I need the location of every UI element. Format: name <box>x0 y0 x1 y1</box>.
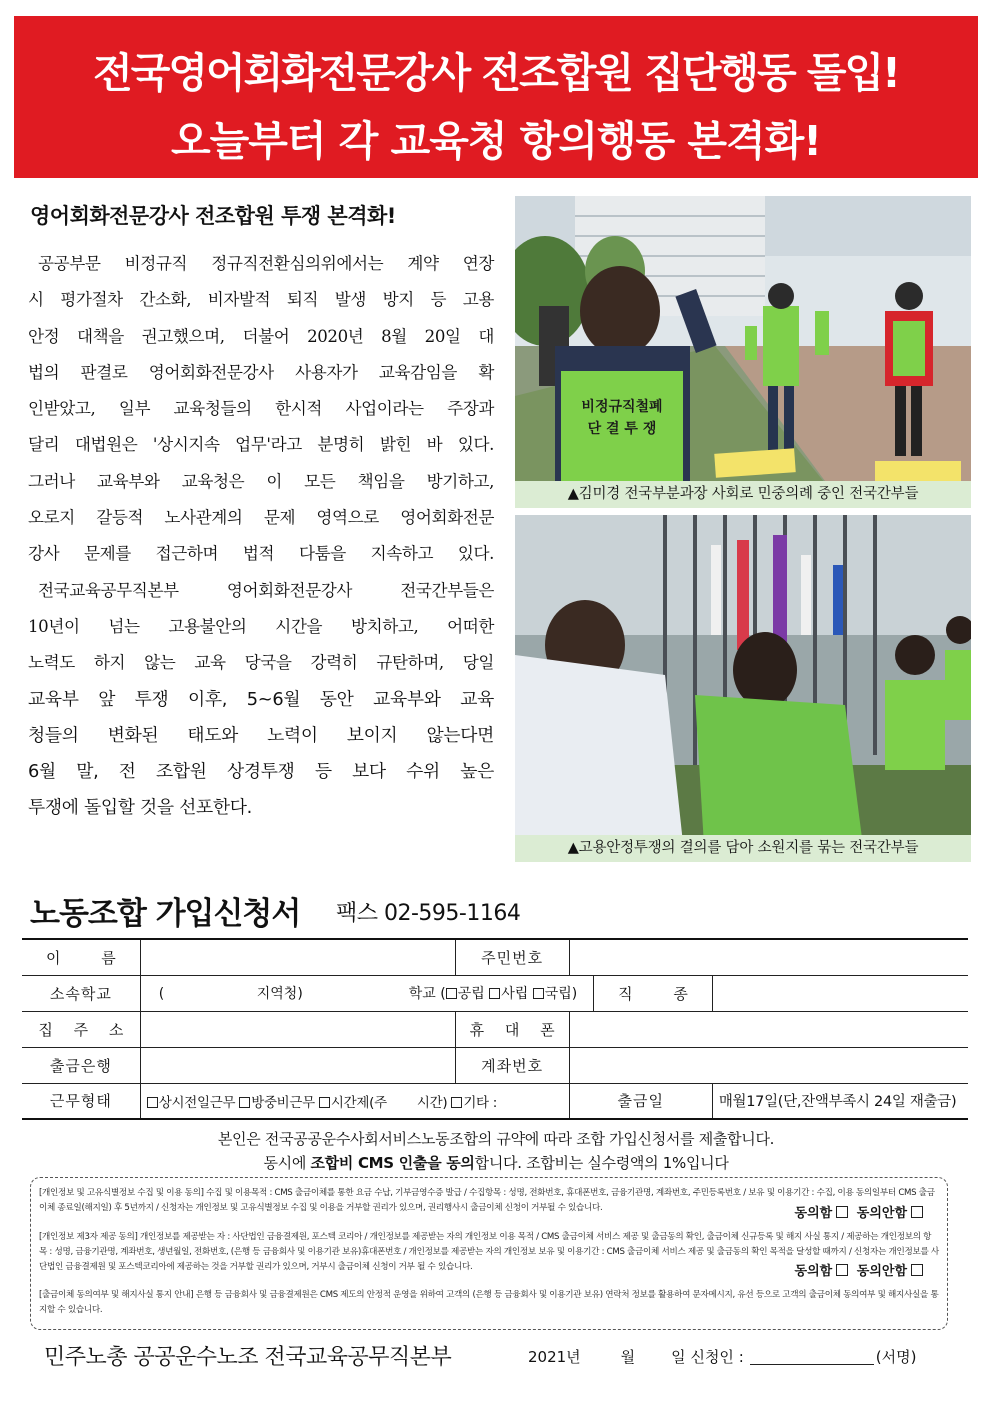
article-line: 투쟁에 돌입할 것을 선포한다. <box>28 797 252 819</box>
article-line: 오로지 갈등적 노사관계의 문제 영역으로 영어회화전문 <box>28 508 494 528</box>
account-number-field[interactable] <box>569 1047 968 1083</box>
consent-box <box>30 1177 948 1330</box>
headline-banner <box>14 16 978 178</box>
job-type-label: 직 종 <box>594 975 713 1011</box>
union-organization-name: 민주노총 공공운수노조 전국교육공무직본부 <box>44 1345 452 1370</box>
address-field[interactable] <box>140 1011 455 1047</box>
school-paren: ( <box>158 986 165 1002</box>
membership-form-table <box>22 938 968 1120</box>
parttime-checkbox[interactable] <box>319 1097 330 1108</box>
consent-personal-info: [개인정보 및 고유식별정보 수집 및 이용 동의] 수집 및 이용목적 : CMS 출금이체를 통한 요금 수납, 기부금영수증 발급 / 수집항목 : 성명, 전화번호, 휴대폰번호, 금융기관명, 계좌번호, 주민등록번호 / 보유 및 이용기간 : 수집, 이용 동의일부터 CMS 출금이체 종료일(해지일) 후 5년까지 / 신청자는 개인정보 및 고유식별정보 수집 및 이용을 거부할 권리가 있으며, 권리행사시 출금이체 신청이 거부될 수 있습니다. <box>39 1188 935 1213</box>
headline-line-1: 전국영어회화전문강사 전조합원 집단행동 돌입! <box>93 49 899 97</box>
form-row-bank <box>22 1047 968 1083</box>
consent-1-agree-label: 동의함 <box>794 1206 833 1221</box>
form-title: 노동조합 가입신청서 <box>30 896 301 932</box>
public-school-label: 공립 <box>457 986 485 1002</box>
fax-number: 팩스 02-595-1164 <box>336 901 521 926</box>
fulltime-label: 상시전일근무 <box>158 1094 236 1111</box>
article-title: 영어회화전문강사 전조합원 투쟁 본격화! <box>30 204 396 228</box>
declaration-line-2 <box>0 1152 992 1173</box>
rally-photo-2 <box>515 515 971 862</box>
article-line: 교육부 앞 투쟁 이후, 5~6월 동안 교육부와 교육 <box>28 688 494 710</box>
fulltime-checkbox[interactable] <box>147 1097 158 1108</box>
article-body <box>28 246 494 827</box>
other-label: 기타 : <box>463 1094 498 1111</box>
article-line: 인받았고, 일부 교육청들의 한시적 사업이라는 주장과 <box>28 399 494 419</box>
mobile-label: 휴 대 폰 <box>455 1011 569 1047</box>
signature-month-label: 월 <box>620 1348 636 1366</box>
national-school-label: 국립) <box>544 986 578 1002</box>
consent-1-options <box>795 1202 927 1221</box>
name-label: 이 름 <box>22 939 140 975</box>
consent-1-agree-checkbox[interactable] <box>836 1206 848 1218</box>
article-line: 달리 대법원은 '상시지속 업무'라고 분명히 밝힌 바 있다. <box>28 435 494 455</box>
vest-slogan-line-2: 단 결 투 쟁 <box>587 421 657 437</box>
rally-photo-2-illustration <box>515 515 971 862</box>
school-region-label: 지역청) <box>256 986 303 1002</box>
vest-slogan-line-1: 비정규직철폐 <box>581 399 663 415</box>
article-line: 그러나 교육부와 교육청은 이 모든 책임을 방기하고, <box>28 471 494 491</box>
applicant-label: 신청인 : <box>690 1348 744 1366</box>
article-line: 전국교육공무직본부 영어회화전문강사 전국간부들은 <box>38 580 494 600</box>
national-school-checkbox[interactable] <box>533 988 544 999</box>
consent-2-options <box>795 1260 927 1279</box>
consent-third-party: [개인정보 제3자 제공 동의] 개인정보를 제공받는 자 : 사단법인 금융결제원, 포스텍 코리아 / 개인정보를 제공받는 자의 개인정보 이용 목적 / CMS 출금이체 서비스 제공 및 출금동의 확인, 출금이체 신규등록 및 해지 사실 통지 / 제공하는 개인정보의 항목 : 성명, 금융기관명, 계좌번호, 생년월일, 전화번호, (은행 등 금융회사 및 이용기관 보유)휴대폰번호 / 개인정보를 제공받는 자의 개인정보 보유 및 이용기간 : CMS 출금이체 서비스 제공 및 출금동의 확인 목적을 달성할 때까지 / 신청자는 개인정보를 사단법인 금융결제원 및 포스텍코리아에 제공하는 것을 거부할 권리가 있으며, 거부시 출금이체 신청이 거부 될 수 있습니다. <box>39 1232 939 1272</box>
declaration-cms-consent: 조합비 CMS 인출을 동의 <box>310 1154 475 1172</box>
article-line: 법의 판결로 영어회화전문강사 사용자가 교육감임을 확 <box>28 362 494 382</box>
consent-1-disagree-label: 동의안함 <box>856 1206 907 1221</box>
consent-2-disagree-label: 동의안함 <box>856 1264 907 1279</box>
bank-field[interactable] <box>140 1047 455 1083</box>
article-line: 시 평가절차 간소화, 비자발적 퇴직 발생 방지 등 고용 <box>28 290 494 310</box>
school-field[interactable] <box>140 975 593 1011</box>
article-line: 강사 문제를 접근하며 법적 다툼을 지속하고 있다. <box>28 544 494 564</box>
signature-year: 2021년 <box>528 1348 581 1366</box>
mobile-field[interactable] <box>569 1011 968 1047</box>
withdraw-day-value: 매월17일(단,잔액부족시 24일 재출금) <box>712 1083 968 1119</box>
form-row-address <box>22 1011 968 1047</box>
article-line: 청들의 변화된 태도와 노력이 보이지 않는다면 <box>28 724 494 746</box>
rally-photo-1 <box>515 196 971 508</box>
article-line: 안정 대책을 권고했으며, 더불어 2020년 8월 20일 대 <box>28 326 494 346</box>
vacation-off-label: 방중비근무 <box>251 1094 315 1111</box>
consent-2-disagree-checkbox[interactable] <box>911 1264 923 1276</box>
account-number-label: 계좌번호 <box>455 1047 569 1083</box>
declaration-prefix: 동시에 <box>263 1154 311 1172</box>
withdraw-day-label: 출금일 <box>569 1083 712 1119</box>
name-field[interactable] <box>140 939 455 975</box>
private-school-label: 사립 <box>501 986 529 1002</box>
declaration-suffix: 합니다. 조합비는 실수령액의 1%입니다 <box>474 1154 729 1172</box>
photo-2-caption: ▲고용안정투쟁의 결의를 담아 소원지를 묶는 전국간부들 <box>515 835 971 862</box>
article-line: 6월 말, 전 조합원 상경투쟁 등 보다 수위 높은 <box>28 761 494 783</box>
article-line: 노력도 하지 않는 교육 당국을 강력히 규탄하며, 당일 <box>28 653 494 673</box>
parttime-hours-suffix: 시간) <box>416 1094 448 1111</box>
consent-1-disagree-checkbox[interactable] <box>911 1206 923 1218</box>
consent-2-agree-label: 동의함 <box>794 1264 833 1279</box>
private-school-checkbox[interactable] <box>489 988 500 999</box>
consent-2-agree-checkbox[interactable] <box>836 1264 848 1276</box>
article-line: 10년이 넘는 고용불안의 시간을 방치하고, 어떠한 <box>28 616 494 636</box>
school-label: 소속학교 <box>22 975 140 1011</box>
resident-number-label: 주민번호 <box>455 939 569 975</box>
parttime-label: 시간제(주 <box>330 1094 387 1111</box>
address-label: 집 주 소 <box>22 1011 140 1047</box>
form-row-school <box>22 975 968 1011</box>
form-row-work <box>22 1083 968 1119</box>
rally-photo-1-illustration <box>515 196 971 508</box>
other-checkbox[interactable] <box>451 1097 462 1108</box>
bank-label: 출금은행 <box>22 1047 140 1083</box>
declaration-line-1: 본인은 전국공공운수사회서비스노동조합의 규약에 따라 조합 가입신청서를 제출합니다. <box>217 1130 775 1148</box>
signature-day-label: 일 <box>671 1348 686 1366</box>
photo-1-caption: ▲김미경 전국부분과장 사회로 민중의례 중인 전국간부들 <box>515 481 971 508</box>
signature-label: (서명) <box>875 1348 917 1366</box>
consent-withdraw-notice: [출금이체 동의여부 및 해지사실 통지 안내] 은행 등 금융회사 및 금융결제원은 CMS 제도의 안정적 운영을 위하여 고객의 (은행 등 금융회사 및 이용기관 보유) 연락처 정보를 활용하여 문자메시지, 유선 등으로 고객의 출금이체 동의여부 및 해지사실을 통지할 수 있습니다. <box>39 1290 939 1315</box>
work-type-field[interactable] <box>140 1083 569 1119</box>
signature-line <box>528 1346 916 1367</box>
applicant-signature-field[interactable] <box>750 1351 874 1365</box>
work-type-label: 근무형태 <box>22 1083 140 1119</box>
resident-number-field[interactable] <box>569 939 968 975</box>
public-school-checkbox[interactable] <box>446 988 457 999</box>
article-line: 공공부문 비정규직 정규직전환심의위에서는 계약 연장 <box>38 254 494 273</box>
headline-line-2: 오늘부터 각 교육청 항의행동 본격화! <box>171 117 821 165</box>
form-row-name <box>22 939 968 975</box>
vacation-off-checkbox[interactable] <box>239 1097 250 1108</box>
school-type-label: 학교 ( <box>408 986 446 1002</box>
job-type-field[interactable] <box>712 975 968 1011</box>
